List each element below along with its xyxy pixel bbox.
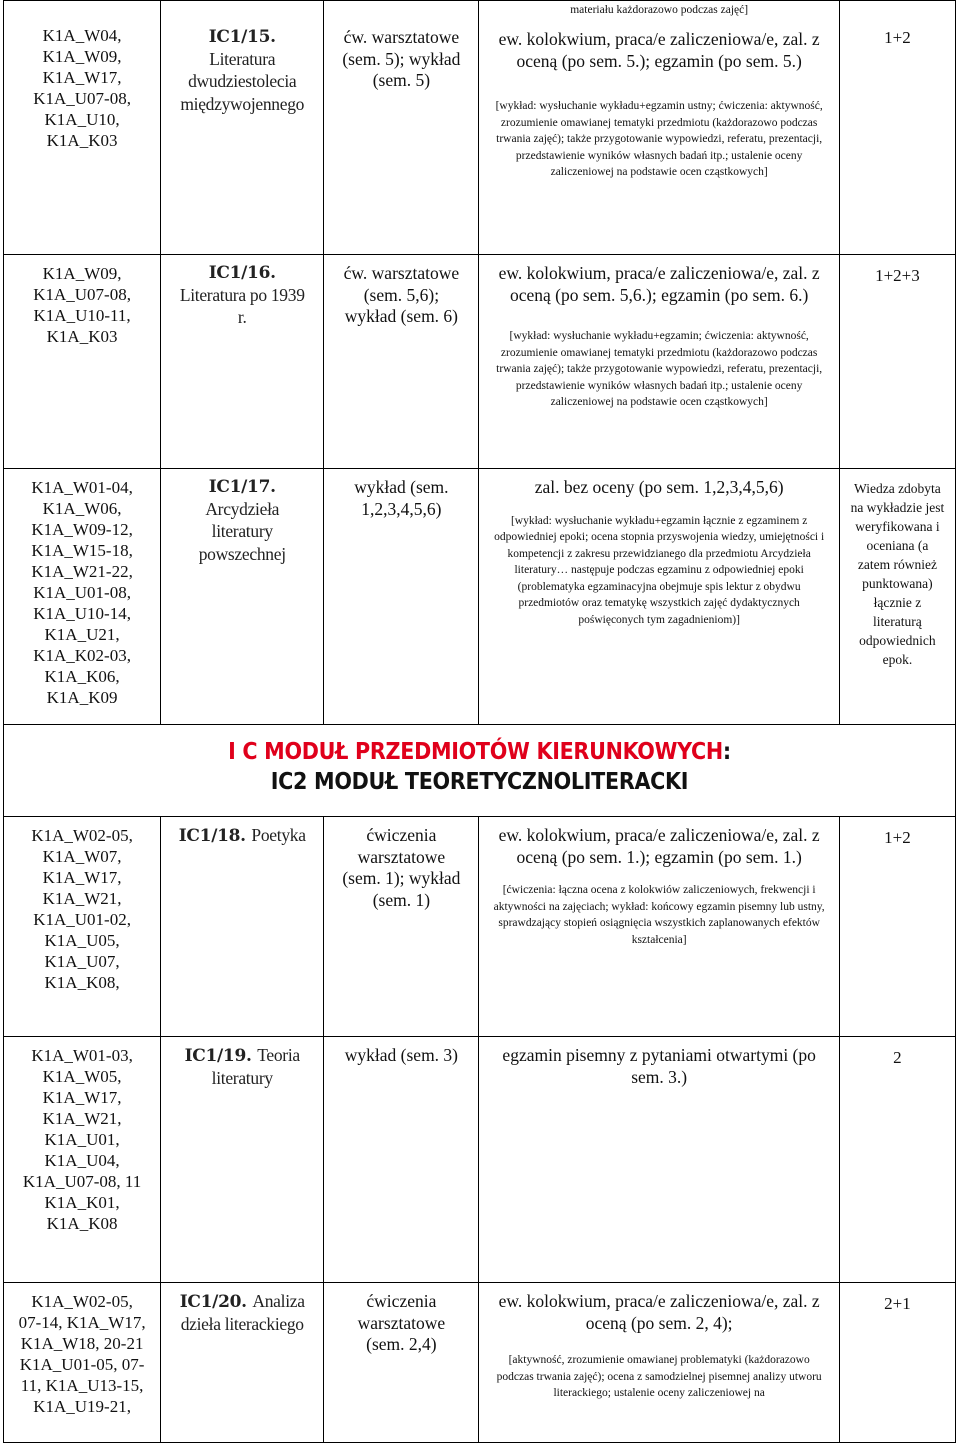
verification-main: zal. bez oceny (po sem. 1,2,3,4,5,6) [534,477,784,497]
verification-main: egzamin pisemny z pytaniami otwartymi (po sem. 3.) [502,1045,816,1087]
table-row [4,1283,956,1443]
subject-name: Literatura po 1939 r. [179,284,305,327]
module-title: IC2 MODUŁ TEORETYCZNOLITERACKI [270,769,689,795]
ects-cell: 2 [839,1037,955,1283]
learning-effects-cell: K1A_W04, K1A_W09, K1A_W17, K1A_U07-08, K1A_U10, K1A_K03 [4,1,161,255]
module-header [4,725,956,817]
subject-cell: IC1/17. Arcydzieła literatury powszechnej [161,469,324,725]
ects-cell: 1+2+3 [839,255,955,469]
table-row [4,1037,956,1283]
verification-detail: [wykład: wysłuchanie wykładu+egzamin ustny; ćwiczenia: aktywność, zrozumienie omawianej tematyki przedmiotu (każdorazowo podczas trwania zajęć); także przygotowanie wypowiedzi, referatu, prezentacji, przedstawienie wyników własnych badań itp.; ustalenie oceny zaliczeniowej na podstawie ocen cząstkowych] [495,100,823,178]
verification-main: ew. kolokwium, praca/e zaliczeniowa/e, zal. z oceną (po sem. 1.); egzamin (po sem. 1.) [498,825,820,867]
table-row [4,1,956,255]
learning-effects-cell: K1A_W09, K1A_U07-08, K1A_U10-11, K1A_K03 [4,255,161,469]
verification-detail: [aktywność, zrozumienie omawianej problematyki (każdorazowo podczas trwania zajęć); ocena z samodzielnej pisemnej analizy utworu literackiego; ustalenie oceny zaliczeniowej na [496,1354,822,1399]
subject-cell: IC1/20. Analiza dzieła literackiego [161,1283,324,1443]
form-cell: ćwiczenia warsztatowe (sem. 2,4) [324,1283,479,1443]
form-cell: ćwiczenia warsztatowe (sem. 1); wykład (sem. 1) [324,817,479,1037]
verification-cell [479,1037,839,1283]
verification-cell [479,255,839,469]
verification-cell [479,817,839,1037]
verification-detail: [wykład: wysłuchanie wykładu+egzamin; ćwiczenia: aktywność, zrozumienie omawianej tematyki przedmiotu (każdorazowo podczas trwania zajęć); także przygotowanie wypowiedzi, referatu, prezentacji, przedstawienie wyników własnych badań itp.; ustalenie oceny zaliczeniowej na podstawie ocen cząstkowych] [496,330,823,408]
ects-cell: 2+1 [839,1283,955,1443]
module-title-red: I C MODUŁ PRZEDMIOTÓW KIERUNKOWYCH: [228,739,731,765]
subject-name: Teoria literatury [211,1045,300,1088]
table-row [4,255,956,469]
verification-main: ew. kolokwium, praca/e zaliczeniowa/e, zal. z oceną (po sem. 5.); egzamin (po sem. 5.) [498,29,820,71]
ects-cell: 1+2 [839,817,955,1037]
ects-cell: Wiedza zdobyta na wykładzie jest weryfikowana i oceniana (a zatem również punktowana) łącznie z literaturą odpowiednich epok. [839,469,955,725]
verification-cell [479,1283,839,1443]
subject-cell: IC1/16. Literatura po 1939 r. [161,255,324,469]
verification-detail: [ćwiczenia: łączna ocena z kolokwiów zaliczeniowych, frekwencji i aktywności na zajęciach; wykład: końcowy egzamin pisemny lub ustny, sprawdzający stopień osiągnięcia wszystkich zaplanowanych efektów kształcenia] [493,884,825,946]
ects-cell: 1+2 [839,1,955,255]
form-cell: ćw. warsztatowe (sem. 5,6); wykład (sem. 6) [324,255,479,469]
subject-name: Poetyka [251,825,306,845]
table-row [4,469,956,725]
subject-cell: IC1/18. Poetyka [161,817,324,1037]
subject-cell: IC1/19. Teoria literatury [161,1037,324,1283]
form-cell: wykład (sem. 1,2,3,4,5,6) [324,469,479,725]
verification-top-note: materiału każdorazowo podczas zajęć] [570,4,749,16]
subject-name: Literatura dwudziestolecia międzywojennego [180,48,305,114]
learning-effects-cell: K1A_W02-05, K1A_W07, K1A_W17, K1A_W21, K1A_U01-02, K1A_U05, K1A_U07, K1A_K08, [4,817,161,1037]
verification-main: ew. kolokwium, praca/e zaliczeniowa/e, zal. z oceną (po sem. 5,6.); egzamin (po sem. 6.) [498,263,820,305]
learning-effects-cell: K1A_W01-03, K1A_W05, K1A_W17, K1A_W21, K1A_U01, K1A_U04, K1A_U07-08, 11 K1A_K01, K1A_K08 [4,1037,161,1283]
form-cell: wykład (sem. 3) [324,1037,479,1283]
verification-main: ew. kolokwium, praca/e zaliczeniowa/e, zal. z oceną (po sem. 2, 4); [498,1291,820,1333]
module-header-row [4,725,956,817]
verification-cell [479,469,839,725]
subject-name: Arcydzieła literatury powszechnej [198,498,286,564]
subject-cell: IC1/15. Literatura dwudziestolecia międzywojennego [161,1,324,255]
verification-detail: [wykład: wysłuchanie wykładu+egzamin łącznie z egzaminem z odpowiedniej epoki; ocena stopnia przyswojenia wiedzy, umiejętności i kompetencji z zakresu przewidzianego dla przedmiotu Arcydzieła literatury… następuje podczas egzaminu z odpowiedniej epoki (problematyka egzaminacyjna obejmuje spis lektur z obydwu przedmiotów oraz tematykę wszystkich zajęć dydaktycznych poświęconych tym zagadnieniom)] [494,514,825,626]
subject-name: Analiza dzieła literackiego [180,1291,305,1334]
table-row [4,817,956,1037]
learning-effects-cell: K1A_W02-05, 07-14, K1A_W17, K1A_W18, 20-21 K1A_U01-05, 07- 11, K1A_U13-15, K1A_U19-21, [4,1283,161,1443]
form-cell: ćw. warsztatowe (sem. 5); wykład (sem. 5) [324,1,479,255]
learning-effects-cell: K1A_W01-04, K1A_W06, K1A_W09-12, K1A_W15-18, K1A_W21-22, K1A_U01-08, K1A_U10-14, K1A_U21, K1A_K02-03, K1A_K06, K1A_K09 [4,469,161,725]
curriculum-table [3,0,956,1443]
verification-cell [479,1,839,255]
